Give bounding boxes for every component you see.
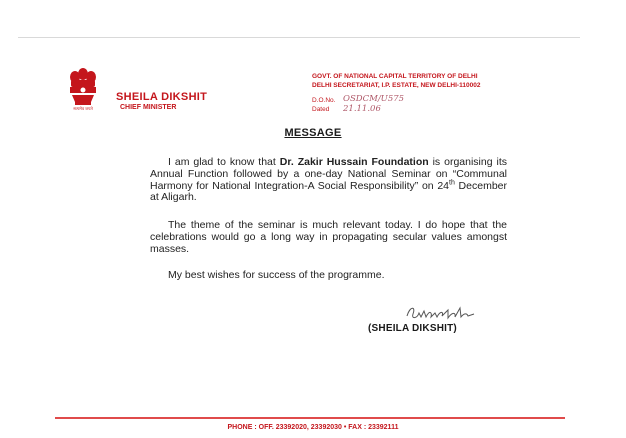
- p1-superscript: th: [449, 179, 455, 187]
- p1-rest: is organising its Annual Function followed by a one-day National Seminar on “Communal Harmony for National Integration-A Social Responsibility” on 24: [150, 156, 507, 192]
- dated-label: Dated: [312, 106, 330, 113]
- page-title: MESSAGE: [284, 127, 342, 139]
- office-line-2: DELHI SECRETARIAT, I.P. ESTATE, NEW DELHI-110002: [312, 82, 481, 89]
- dated-value: 21.11.06: [343, 104, 381, 114]
- footer-divider: [55, 417, 565, 419]
- footer-contact: PHONE : OFF. 23392020, 23392030 • FAX : 23392111: [227, 424, 399, 431]
- p1-end: December at Aligarh.: [150, 179, 507, 204]
- emblem-motto: सत्यमेव जयते: [73, 106, 93, 111]
- paragraph-2: The theme of the seminar is much relevant today. I do hope that the celebrations would go a long way in propagating secular values amongst masses.: [150, 219, 507, 255]
- paragraph-1: [150, 157, 507, 204]
- top-divider: [18, 37, 580, 38]
- paragraph-3: My best wishes for success of the programme.: [168, 269, 385, 281]
- organisation-name: Dr. Zakir Hussain Foundation: [279, 156, 429, 168]
- sender-designation: CHIEF MINISTER: [120, 104, 177, 111]
- dono-label: D.O.No.: [312, 97, 336, 104]
- office-line-1: GOVT. OF NATIONAL CAPITAL TERRITORY OF DELHI: [312, 73, 478, 80]
- signatory-name: (SHEILA DIKSHIT): [368, 323, 457, 334]
- ashoka-emblem-icon: [66, 66, 100, 112]
- sender-name: SHEILA DIKSHIT: [116, 91, 208, 103]
- dono-value: OSDCM/U575: [343, 94, 405, 104]
- p1-intro: I am glad to know that: [168, 156, 280, 168]
- handwritten-signature: [404, 304, 480, 322]
